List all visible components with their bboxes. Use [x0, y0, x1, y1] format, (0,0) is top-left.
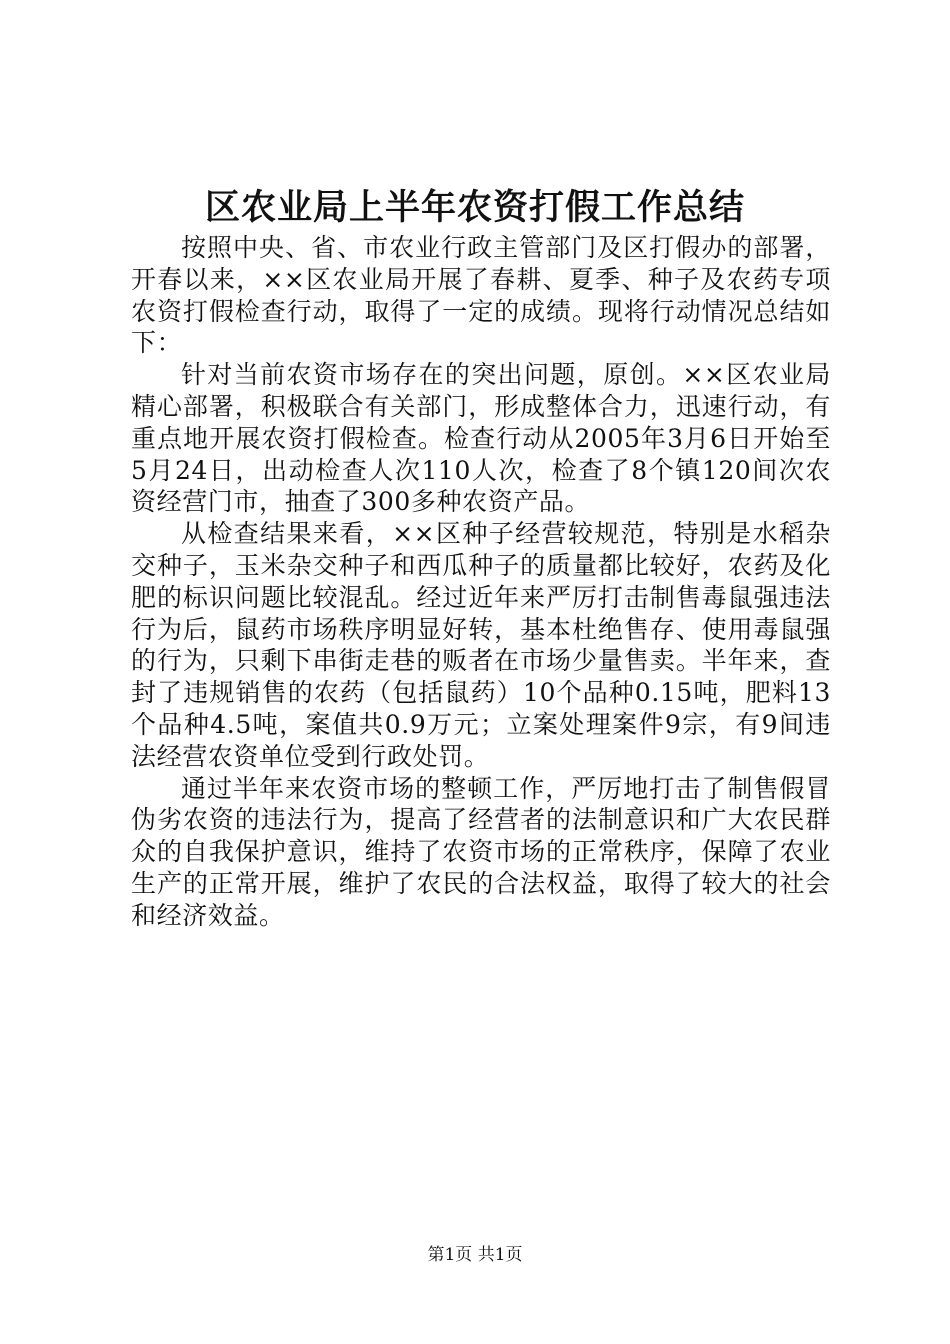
document-body	[131, 232, 831, 932]
paragraph-conclusion: 通过半年来农资市场的整顿工作，严厉地打击了制售假冒伪劣农资的违法行为，提高了经营者的法制意识和广大农民群众的自我保护意识，维持了农资市场的正常秩序，保障了农业生产的正常开展，维护了农民的合法权益，取得了较大的社会和经济效益。	[131, 773, 831, 930]
document-title: 区农业局上半年农资打假工作总结	[204, 188, 745, 228]
paragraph-intro: 按照中央、省、市农业行政主管部门及区打假办的部署，开春以来，××区农业局开展了春耕、夏季、种子及农药专项农资打假检查行动，取得了一定的成绩。现将行动情况总结如下：	[131, 233, 831, 358]
paragraph-inspection-results: 从检查结果来看，××区种子经营较规范，特别是水稻杂交种子，玉米杂交种子和西瓜种子的质量都比较好，农药及化肥的标识问题比较混乱。经过近年来严厉打击制售毒鼠强违法行为后，鼠药市场秩序明显好转，基本杜绝售存、使用毒鼠强的行为，只剩下串街走巷的贩者在市场少量售卖。半年来，查封了违规销售的农药（包括鼠药）10个品种0.15吨，肥料13个品种4.5吨，案值共0.9万元；立案处理案件9宗，有9间违法经营农资单位受到行政处罚。	[131, 519, 831, 771]
paragraph-inspection-action: 针对当前农资市场存在的突出问题，原创。××区农业局精心部署，积极联合有关部门，形成整体合力，迅速行动，有重点地开展农资打假检查。检查行动从2005年3月6日开始至5月24日，出动检查人次110人次，检查了8个镇120间次农资经营门市，抽查了300多种农资产品。	[131, 360, 831, 517]
page-footer: 第1页 共1页	[427, 1245, 523, 1265]
